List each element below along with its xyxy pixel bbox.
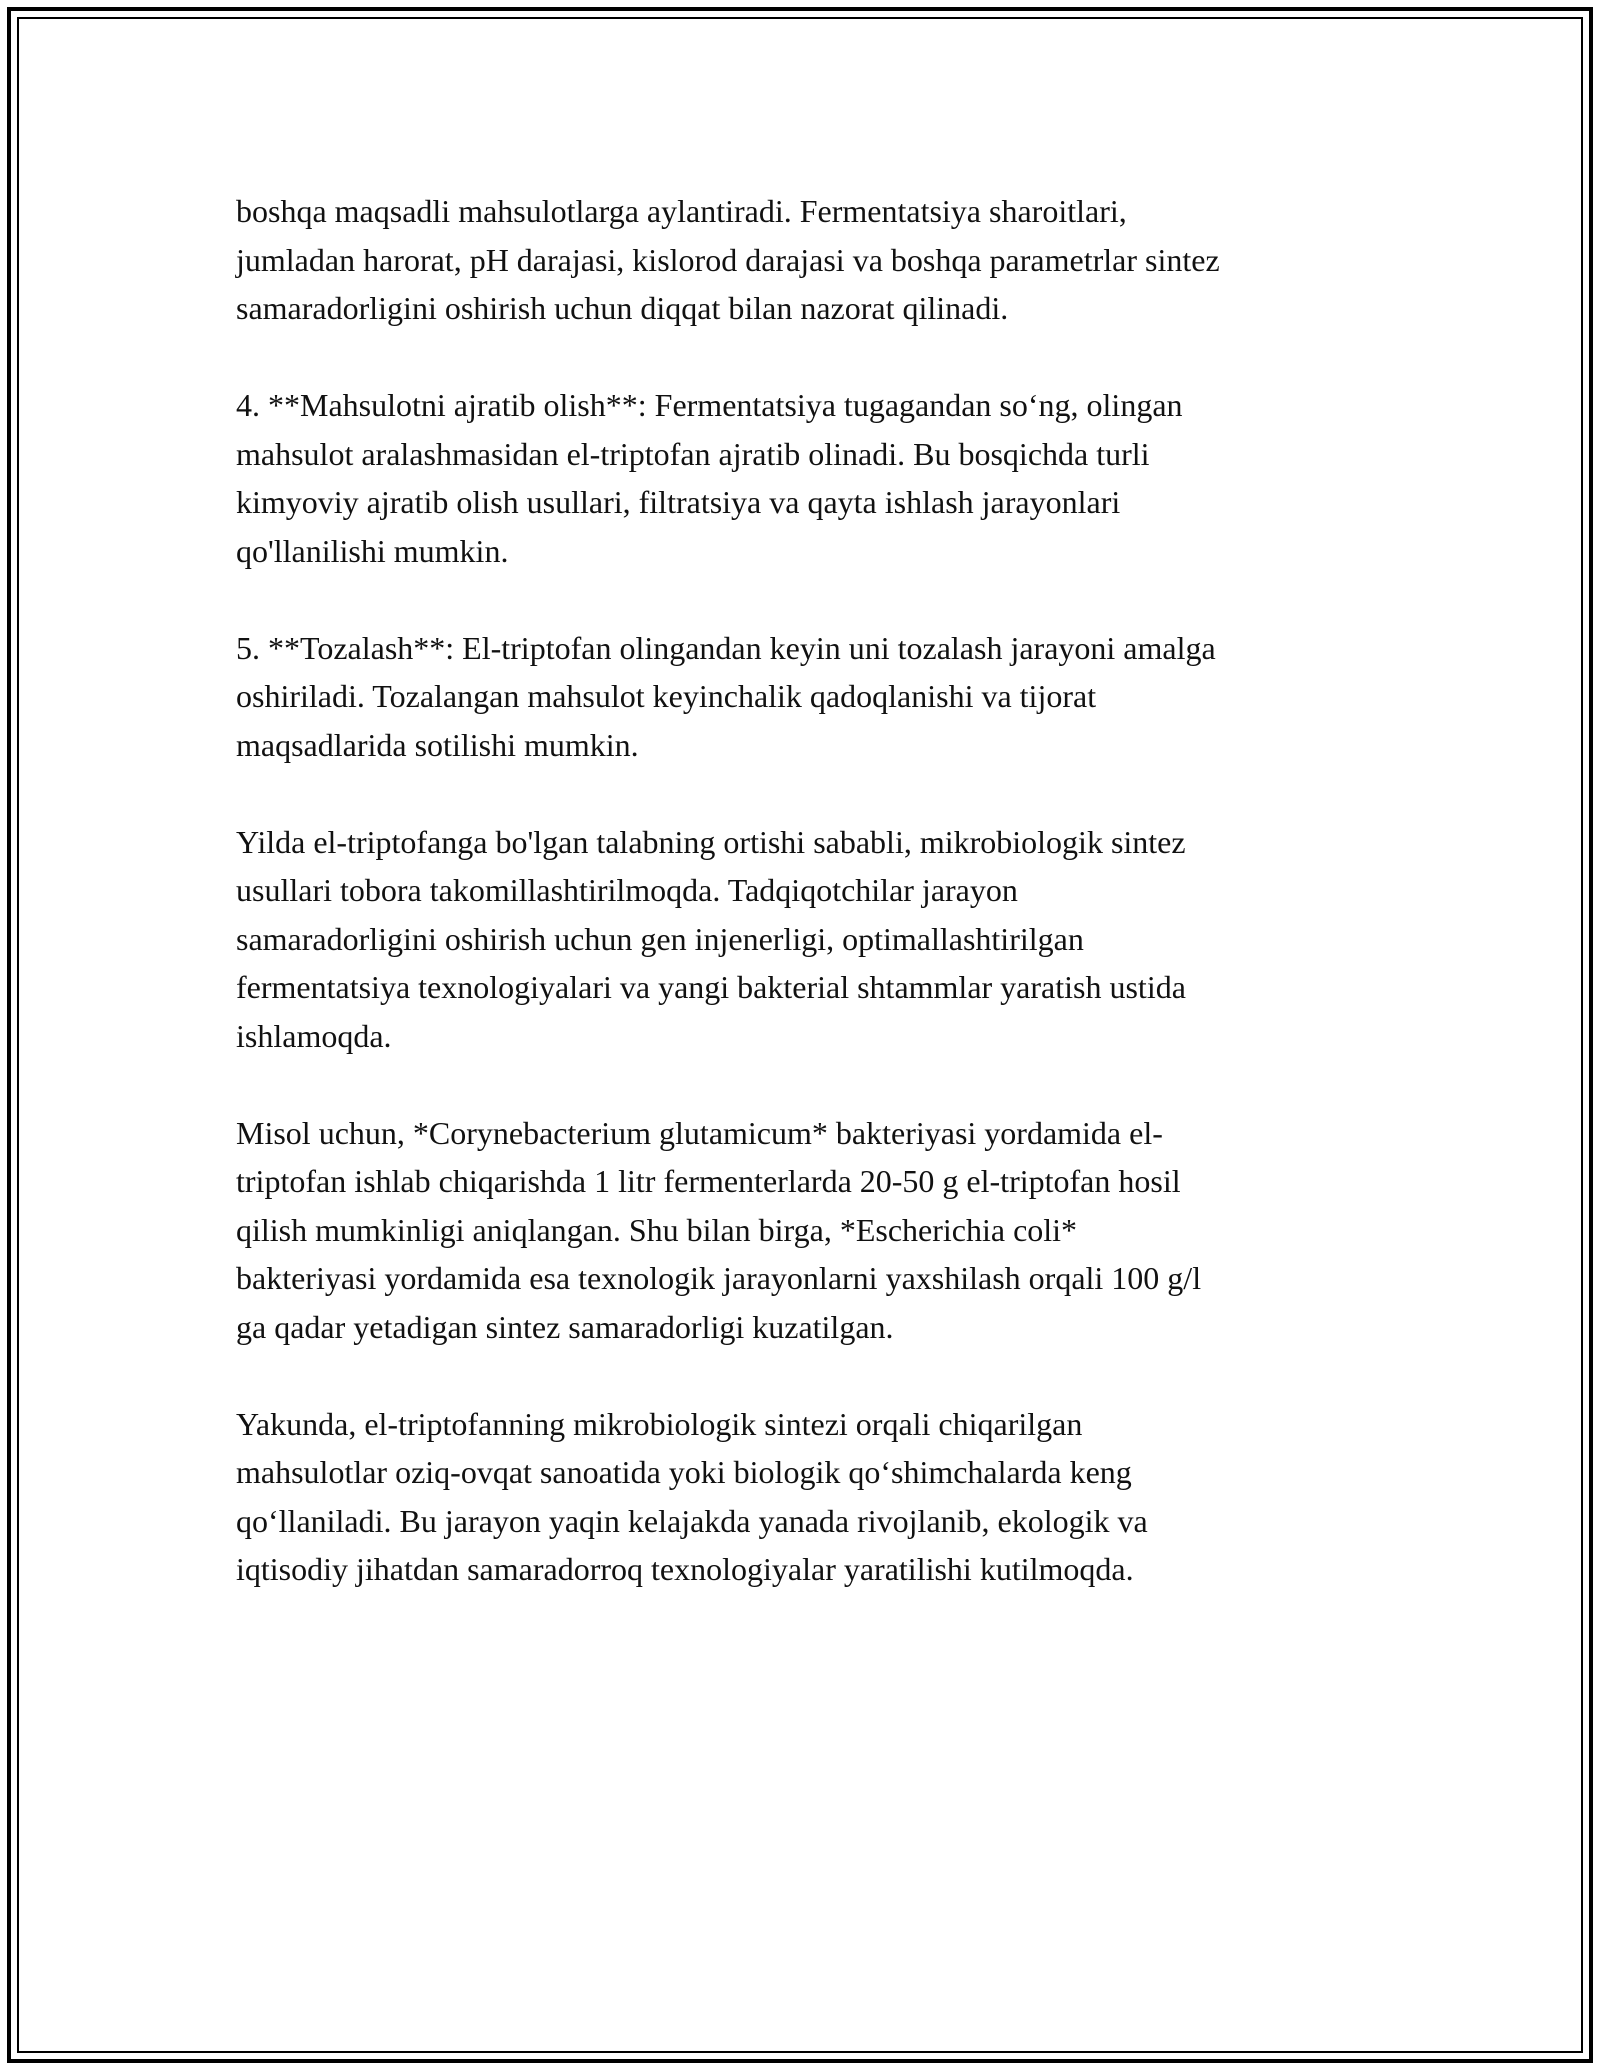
paragraph-fermentation-conditions: boshqa maqsadli mahsulotlarga aylantiradi. Fermentatsiya sharoitlari, jumladan harorat, pH darajasi, kislorod darajasi va boshqa parametrlar sintez samaradorligini oshirish uchun diqqat bilan nazorat qilinadi. <box>236 193 1220 326</box>
document-body <box>236 187 1376 1642</box>
paragraph-conclusion: Yakunda, el-triptofanning mikrobiologik sintezi orqali chiqarilgan mahsulotlar oziq-ovqat sanoatida yoki biologik qo‘shimchalarda keng qo‘llaniladi. Bu jarayon yaqin kelajakda yanada rivojlanib, ekologik va iqtisodiy jihatdan samaradorroq texnologiyalar yaratilishi kutilmoqda. <box>236 1405 1148 1587</box>
paragraph-purification: 5. **Tozalash**: El-triptofan olingandan keyin uni tozalash jarayoni amalga oshiriladi. Tozalangan mahsulot keyinchalik qadoqlanishi va tijorat maqsadlarida sotilishi mumkin. <box>236 629 1216 763</box>
paragraph-example-yields: Misol uchun, *Corynebacterium glutamicum* bakteriyasi yordamida el- triptofan ishlab chiqarishda 1 litr fermenterlarda 20-50 g el-triptofan hosil qilish mumkinligi aniqlangan. Shu bilan birga, *Escherichia coli* bakteriyasi yordamida esa texnologik jarayonlarni yaxshilash orqali 100 g/l ga qadar yetadigan sintez samaradorligi kuzatilgan. <box>236 1114 1202 1345</box>
paragraph-product-extraction: 4. **Mahsulotni ajratib olish**: Fermentatsiya tugagandan so‘ng, olingan mahsulot aralashmasidan el-triptofan ajratib olinadi. Bu bosqichda turli kimyoviy ajratib olish usullari, filtratsiya va qayta ishlash jarayonlari qo'llanilishi mumkin. <box>236 387 1183 569</box>
paragraph-demand-growth: Yilda el-triptofanga bo'lgan talabning ortishi sababli, mikrobiologik sintez usullari tobora takomillashtirilmoqda. Tadqiqotchilar jarayon samaradorligini oshirish uchun gen injenerligi, optimallashtirilgan fermentatsiya texnologiyalari va yangi bakterial shtammlar yaratish ustida ishlamoqda. <box>236 823 1186 1054</box>
